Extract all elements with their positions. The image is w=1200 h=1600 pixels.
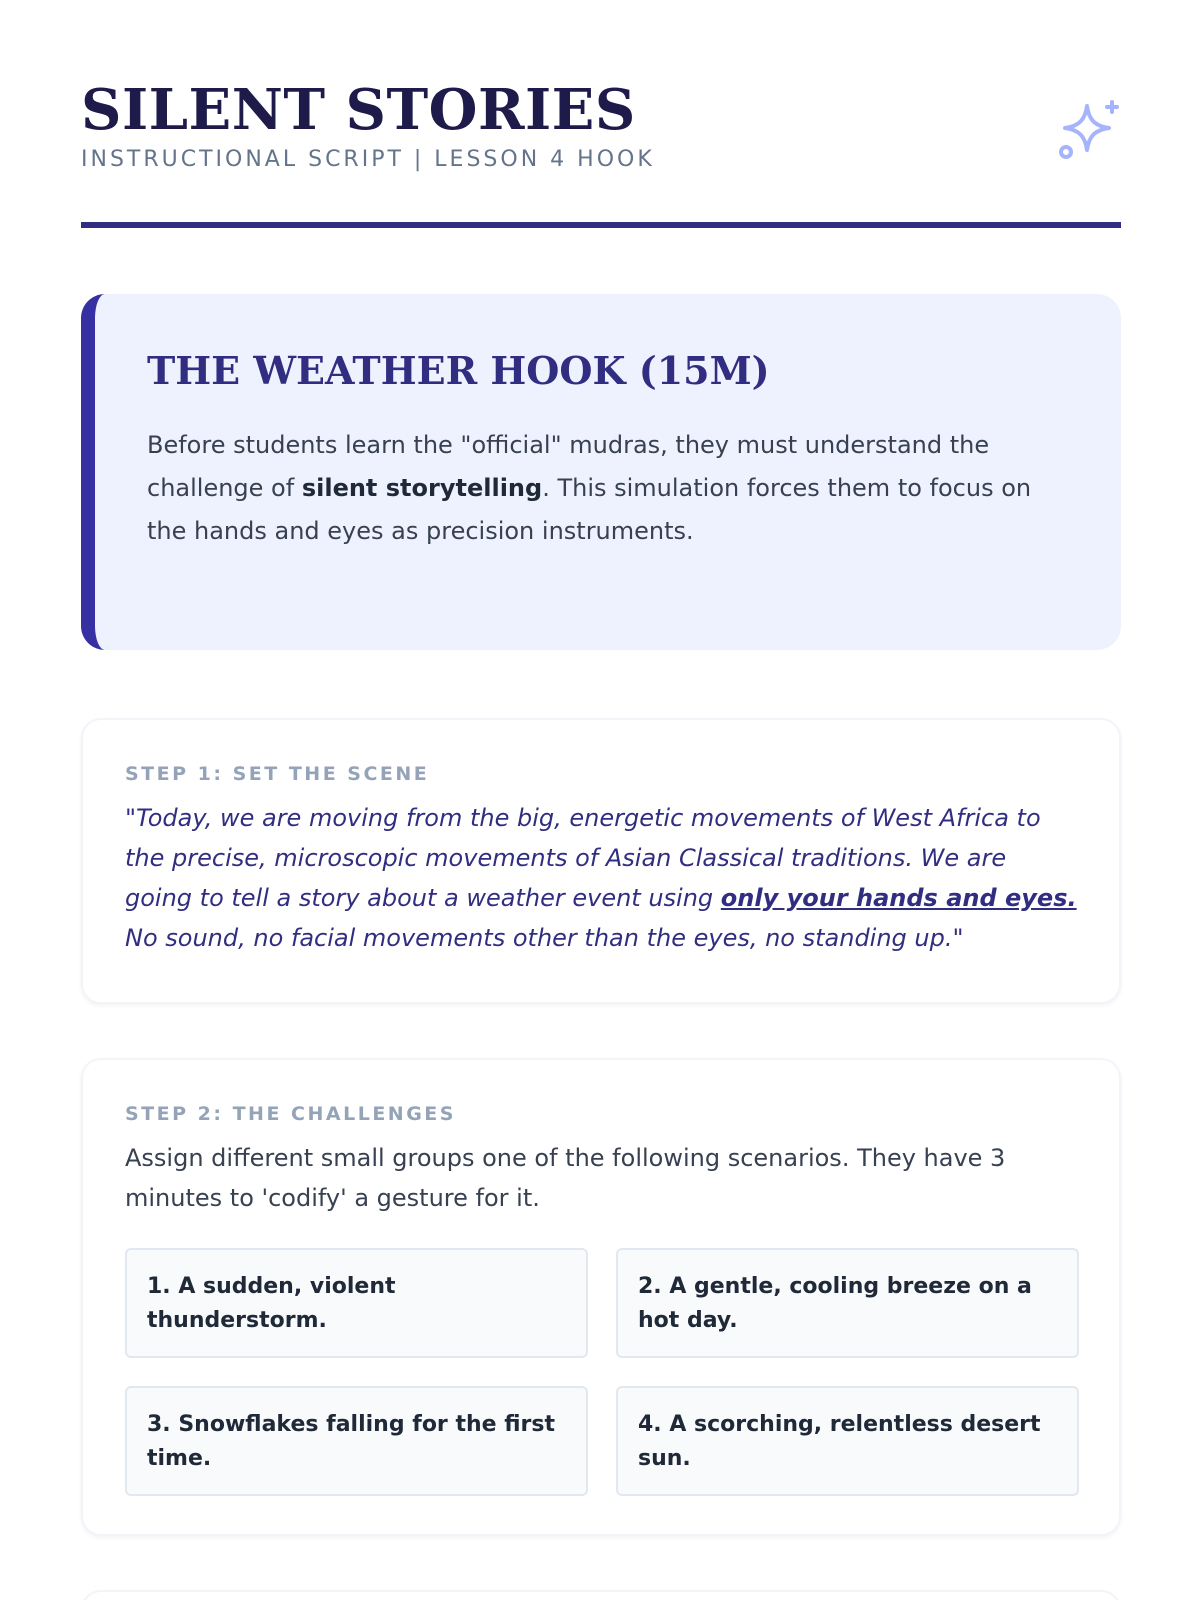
page-title: SILENT STORIES (81, 77, 636, 143)
challenge-card: 3. Snowflakes falling for the first time. (125, 1386, 588, 1496)
step-2-instructions: Assign different small groups one of the following scenarios. They have 3 minutes to 'codify' a gesture for it. (125, 1144, 1006, 1212)
step-1-script-quote (125, 798, 1077, 958)
challenge-card: 1. A sudden, violent thunderstorm. (125, 1248, 588, 1358)
step-2-card (81, 1058, 1121, 1536)
hook-description (147, 424, 1061, 553)
page-header (81, 0, 1121, 228)
sparkle-icon (1057, 98, 1121, 162)
hook-text-start: Before students learn the "official" mudras, they must understand the challenge of (147, 431, 990, 502)
next-step-card (81, 1590, 1121, 1600)
quote-emphasis: only your hands and eyes. (720, 884, 1077, 912)
quote-text-start: "Today, we are moving from the big, energetic movements of West Africa to the precise, microscopic movements of Asian Classical traditions. We are going to tell a story about a weather event using (125, 804, 1041, 912)
challenge-card: 2. A gentle, cooling breeze on a hot day. (616, 1248, 1079, 1358)
lesson-page (81, 0, 1121, 1471)
hook-title: THE WEATHER HOOK (15M) (147, 348, 770, 393)
step-1-card (81, 718, 1121, 1004)
hook-text-end: . This simulation forces them to focus on the hands and eyes as precision instruments. (147, 474, 1032, 545)
quote-text-end: No sound, no facial movements other than the eyes, no standing up." (125, 924, 964, 952)
step-2-label: STEP 2: THE CHALLENGES (125, 1103, 456, 1125)
step-1-label: STEP 1: SET THE SCENE (125, 763, 430, 785)
weather-hook-callout (81, 294, 1121, 650)
challenge-card: 4. A scorching, relentless desert sun. (616, 1386, 1079, 1496)
challenge-grid (125, 1248, 1077, 1496)
page-subtitle: INSTRUCTIONAL SCRIPT | LESSON 4 HOOK (81, 147, 655, 172)
hook-text-bold: silent storytelling (301, 474, 543, 502)
